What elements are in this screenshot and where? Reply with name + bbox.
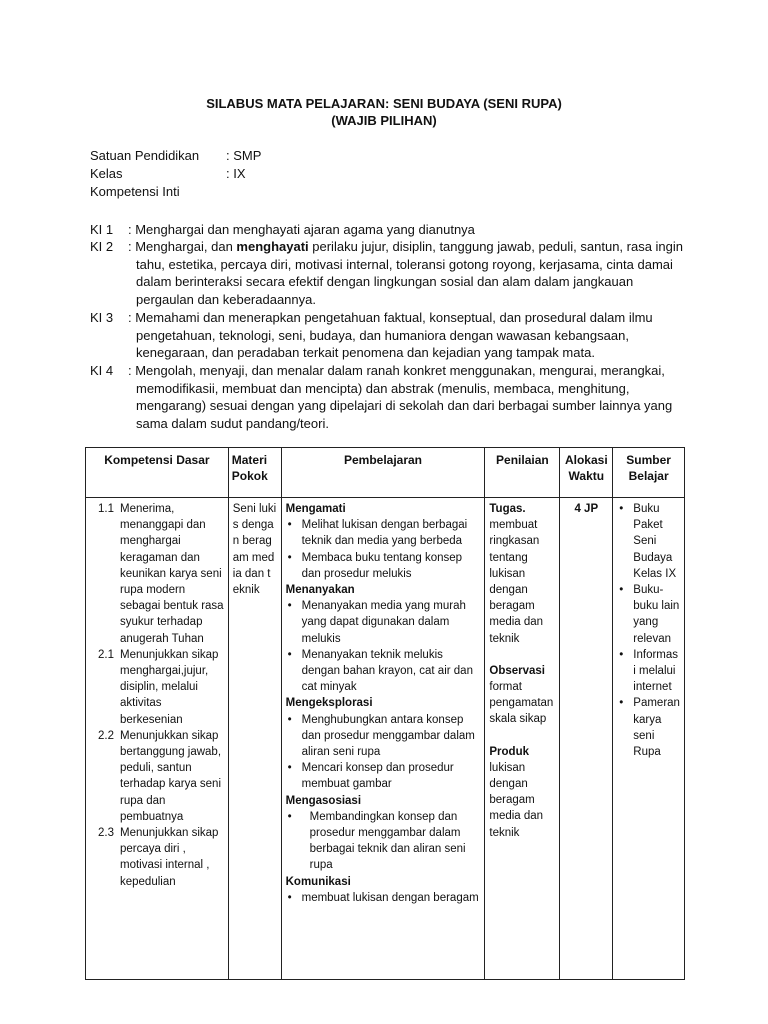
meta-label: Kompetensi Inti	[90, 184, 180, 199]
kd-text: Menunjukkan sikap menghargai,jujur, disiplin, melalui aktivitas berkesenian	[120, 648, 219, 726]
kd-number: 2.2	[98, 729, 114, 742]
pb-section-mengeksplorasi	[286, 695, 481, 792]
pb-head: Mengamati	[285, 503, 346, 515]
kd-item	[90, 501, 224, 647]
list-item: • Menghubungkan antara konsep dan prosedur menggambar dalam aliran seni rupa	[286, 712, 481, 761]
pn-head: Tugas.	[489, 503, 526, 515]
pb-list	[286, 712, 481, 793]
ki-text-bold: menghayati	[236, 239, 309, 254]
meta-kompetensi-inti	[90, 184, 226, 199]
pn-head: Observasi	[489, 664, 545, 677]
alokasi-cell	[560, 498, 613, 980]
ki-text-post: perilaku jujur, disiplin, tanggung jawab, peduli, santun, rasa ingin tahu, estetika, percaya diri, motivasi internal, toleransi gotong royong, kerjasama, cinta damai dalam berinteraksi secara efektif dengan lingkungan sosial dan alam dalam jangkauan pergaulan dan keberadaannya.	[136, 239, 684, 307]
pn-section-produk	[489, 744, 555, 841]
pb-list	[286, 809, 481, 874]
header-kompetensi-dasar: Kompetensi Dasar	[86, 448, 229, 498]
document-title: SILABUS MATA PELAJARAN: SENI BUDAYA (SENI RUPA)	[206, 96, 562, 111]
pb-section-menanyakan	[286, 582, 481, 695]
header-sumber-belajar: Sumber Belajar	[613, 448, 685, 498]
header-penilaian: Penilaian	[485, 448, 560, 498]
kd-list	[90, 501, 224, 890]
spacer	[489, 647, 555, 663]
ki-text: : Mengolah, menyaji, dan menalar dalam ranah konkret menggunakan, mengurai, merangkai, memodifikasii, membuat dan mencipta) dan abstrak (menulis, membaca, menghitung, mengarang) sesuai dengan yang dipelajari di sekolah dan dari berbagai sumber lainnya yang sama dalam sudut pandang/teori.	[128, 363, 673, 431]
pb-list	[286, 890, 481, 906]
ki-label: KI 4	[90, 363, 114, 378]
document-subtitle: (WAJIB PILIHAN)	[331, 113, 437, 128]
meta-label: Kelas	[90, 166, 123, 181]
header-alokasi-waktu: Alokasi Waktu	[560, 448, 613, 498]
kd-text: Menunjukkan sikap bertanggung jawab, peduli, santun terhadap karya seni rupa dan pembuatnya	[120, 729, 222, 823]
list-item: • Mencari konsep dan prosedur membuat gambar	[286, 760, 481, 792]
meta-label: Satuan Pendidikan	[90, 148, 200, 163]
pb-head: Mengeksplorasi	[285, 697, 373, 710]
materi-cell	[228, 498, 281, 980]
list-item: • Membaca buku tentang konsep dan prosedur melukis	[286, 550, 481, 582]
list-item: • Informasi melalui internet	[617, 647, 680, 696]
pb-head: Mengasosiasi	[285, 794, 362, 807]
list-item: • Menanyakan teknik melukis dengan bahan krayon, cat air dan cat minyak	[286, 647, 481, 696]
ki-4	[90, 362, 690, 432]
pb-section-komunikasi	[286, 874, 481, 906]
pn-text: membuat ringkasan tentang lukisan dengan beragam media dan teknik	[489, 519, 544, 645]
ki-label: KI 2	[90, 239, 114, 254]
list-item: • Buku-buku lain yang relevan	[617, 582, 680, 647]
kd-cell	[86, 498, 229, 980]
ki-text: : Memahami dan menerapkan pengetahuan faktual, konseptual, dan prosedural dalam ilmu pengetahuan, teknologi, seni, budaya, dan humaniora dengan wawasan kebangsaan, kenegaraan, dan peradaban terkait penomena dan kejadian yang tampak mata.	[128, 310, 653, 361]
kd-item	[90, 647, 224, 728]
kd-text: Menunjukkan sikap percaya diri , motivasi internal , kepedulian	[120, 827, 219, 888]
penilaian-cell	[485, 498, 560, 980]
kd-item	[90, 728, 224, 825]
ki-2	[90, 238, 690, 308]
syllabus-table	[85, 447, 685, 980]
sumber-cell	[613, 498, 685, 980]
list-item: • Membandingkan konsep dan prosedur menggambar dalam berbagai teknik dan aliran seni rupa	[286, 809, 481, 874]
list-item: • Melihat lukisan dengan berbagai teknik dan media yang berbeda	[286, 517, 481, 549]
pb-list	[286, 598, 481, 695]
table-header-row	[86, 448, 685, 498]
kd-item	[90, 825, 224, 890]
ki-label: KI 3	[90, 310, 114, 325]
pb-section-mengasosiasi	[286, 793, 481, 874]
pb-list	[286, 517, 481, 582]
pb-head: Komunikasi	[285, 875, 351, 888]
meta-value: : IX	[226, 166, 246, 181]
list-item: • Buku Paket Seni Budaya Kelas IX	[617, 501, 680, 582]
spacer	[489, 728, 555, 744]
ki-text-pre: : Menghargai, dan	[128, 239, 237, 254]
ki-text: : Menghargai dan menghayati ajaran agama yang dianutnya	[128, 222, 475, 237]
pb-head: Menanyakan	[285, 584, 355, 597]
pn-head: Produk	[489, 745, 529, 758]
ki-1	[90, 221, 690, 239]
pn-section-tugas	[489, 501, 555, 647]
kd-text: Menerima, menanggapi dan menghargai keragaman dan keunikan karya seni rupa modern sebagai bentuk rasa syukur terhadap anugerah Tuhan	[120, 503, 224, 645]
alokasi-value: 4 JP	[574, 503, 599, 515]
list-item: • membuat lukisan dengan beragam	[286, 890, 481, 906]
materi-text: Seni lukis dengan beragam media dan teknik	[232, 503, 277, 597]
pn-section-observasi	[489, 663, 555, 728]
ki-label: KI 1	[90, 222, 114, 237]
meta-value: : SMP	[226, 148, 262, 163]
ki-text	[128, 238, 690, 308]
pn-text: lukisan dengan beragam media dan teknik	[489, 761, 544, 839]
pembelajaran-cell	[281, 498, 485, 980]
pn-text: format pengamatan skala sikap	[489, 681, 554, 726]
pb-section-mengamati	[286, 501, 481, 582]
header-materi-pokok: Materi Pokok	[228, 448, 281, 498]
kd-number: 1.1	[98, 503, 114, 515]
header-pembelajaran: Pembelajaran	[281, 448, 485, 498]
table-row	[86, 498, 685, 980]
meta-kelas	[90, 166, 246, 181]
ki-3	[90, 309, 690, 362]
meta-satuan	[90, 148, 261, 163]
kd-number: 2.1	[98, 648, 114, 661]
sumber-list	[617, 501, 680, 760]
list-item: • Menanyakan media yang murah yang dapat digunakan dalam melukis	[286, 598, 481, 647]
kd-number: 2.3	[98, 827, 114, 840]
list-item: • Pameran karya seni Rupa	[617, 695, 680, 760]
